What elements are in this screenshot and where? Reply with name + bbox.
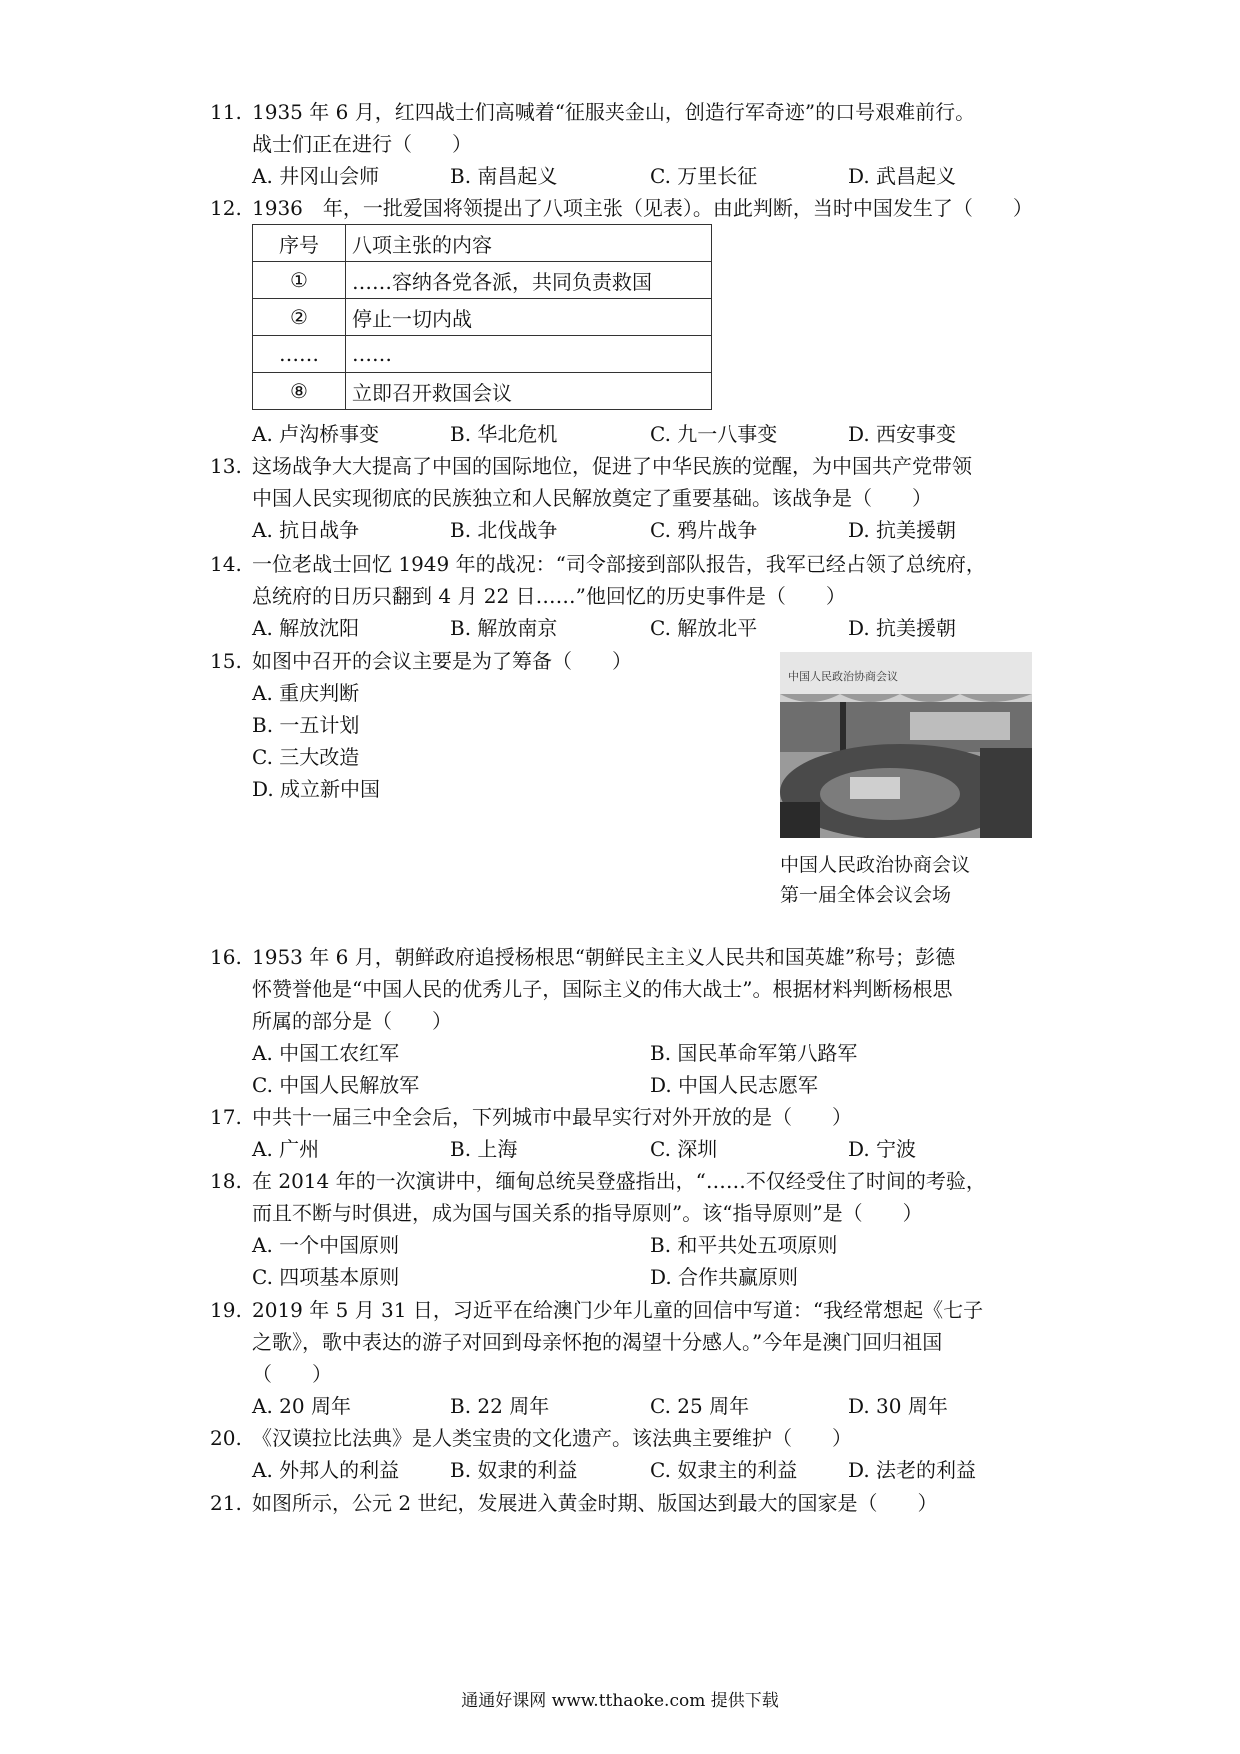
- option-a: A. 一个中国原则: [252, 1233, 400, 1257]
- question-number: 21.: [210, 1491, 242, 1515]
- table-row: [253, 262, 712, 299]
- option-b: B. 上海: [450, 1137, 518, 1161]
- option-c: C. 解放北平: [650, 616, 758, 640]
- question-stem: 所属的部分是（ ）: [252, 1009, 452, 1033]
- option-d: D. 武昌起义: [848, 164, 957, 188]
- option-a: A. 解放沈阳: [252, 616, 360, 640]
- table-cell: 停止一切内战: [346, 299, 712, 336]
- conference-hall-photo: [780, 652, 1032, 838]
- question-number: 12.: [210, 196, 242, 220]
- question-12-options: [210, 418, 1040, 450]
- table-cell: ②: [253, 299, 346, 336]
- photo-caption-line: 第一届全体会议会场: [780, 884, 952, 906]
- option-b: B. 华北危机: [450, 422, 558, 446]
- question-stem: 总统府的日历只翻到 4 月 22 日……”他回忆的历史事件是（ ）: [252, 584, 846, 608]
- question-number: 14.: [210, 552, 242, 576]
- question-stem: 1953 年 6 月，朝鲜政府追授杨根思“朝鲜民主主义人民共和国英雄”称号；彭德: [252, 945, 956, 969]
- question-stem: 这场战争大大提高了中国的国际地位，促进了中华民族的觉醒，为中国共产党带领: [252, 454, 972, 478]
- table-row: [253, 336, 712, 373]
- photo-banner-text: 中国人民政治协商会议: [788, 670, 898, 683]
- question-18: [210, 1165, 1040, 1293]
- option-d: D. 抗美援朝: [848, 518, 957, 542]
- option-d: D. 合作共赢原则: [650, 1265, 799, 1289]
- table-header-cell: 序号: [253, 225, 346, 262]
- question-19: [210, 1294, 1040, 1422]
- question-stem: 之歌》，歌中表达的游子对回到母亲怀抱的渴望十分感人。”今年是澳门回归祖国: [252, 1330, 943, 1354]
- question-stem: 中共十一届三中全会后，下列城市中最早实行对外开放的是（ ）: [252, 1105, 852, 1129]
- question-stem: 在 2014 年的一次演讲中，缅甸总统吴登盛指出，“……不仅经受住了时间的考验，: [252, 1169, 986, 1193]
- table-cell: ①: [253, 262, 346, 299]
- option-c: C. 四项基本原则: [252, 1265, 400, 1289]
- option-b: B. 22 周年: [450, 1394, 550, 1418]
- question-20: [210, 1422, 1040, 1486]
- table-cell: ……: [346, 336, 712, 373]
- table-row: [253, 373, 712, 410]
- question-number: 17.: [210, 1105, 242, 1129]
- question-stem: 中国人民实现彻底的民族独立和人民解放奠定了重要基础。该战争是（ ）: [252, 486, 932, 510]
- option-a: A. 井冈山会师: [252, 164, 380, 188]
- option-b: B. 北伐战争: [450, 518, 558, 542]
- question-17: [210, 1101, 1040, 1165]
- question-11: [210, 96, 1040, 192]
- option-a: A. 20 周年: [252, 1394, 351, 1418]
- option-b: B. 解放南京: [450, 616, 558, 640]
- question-stem: 1935 年 6 月，红四战士们高喊着“征服夹金山，创造行军奇迹”的口号艰难前行。: [252, 100, 976, 124]
- option-b: B. 国民革命军第八路军: [650, 1041, 858, 1065]
- option-d: D. 宁波: [848, 1137, 917, 1161]
- question-stem: 如图中召开的会议主要是为了筹备（ ）: [252, 649, 632, 673]
- question-number: 19.: [210, 1298, 242, 1322]
- page-footer: 通通好课网 www.tthaoke.com 提供下载: [461, 1691, 779, 1711]
- option-b: B. 南昌起义: [450, 164, 558, 188]
- option-d: D. 西安事变: [848, 422, 957, 446]
- question-12: [210, 192, 1040, 224]
- question-16: [210, 941, 1040, 1101]
- question-stem: 如图所示，公元 2 世纪，发展进入黄金时期、版国达到最大的国家是（ ）: [252, 1491, 938, 1515]
- question-number: 20.: [210, 1426, 242, 1450]
- question-21: [210, 1487, 1040, 1519]
- option-a: A. 抗日战争: [252, 518, 360, 542]
- table-row: [253, 299, 712, 336]
- option-b: B. 奴隶的利益: [450, 1458, 578, 1482]
- option-c: C. 三大改造: [252, 745, 360, 769]
- question-stem: 怀赞誉他是“中国人民的优秀儿子，国际主义的伟大战士”。根据材料判断杨根思: [252, 977, 953, 1001]
- option-c: C. 深圳: [650, 1137, 718, 1161]
- conference-hall-illustration: [780, 652, 1032, 838]
- question-stem: 《汉谟拉比法典》是人类宝贵的文化遗产。该法典主要维护（ ）: [252, 1426, 852, 1450]
- option-a: A. 外邦人的利益: [252, 1458, 400, 1482]
- question-stem: 2019 年 5 月 31 日，习近平在给澳门少年儿童的回信中写道：“我经常想起《七子: [252, 1298, 984, 1322]
- question-number: 13.: [210, 454, 242, 478]
- question-stem: 而且不断与时俱进，成为国与国关系的指导原则”。该“指导原则”是（ ）: [252, 1201, 923, 1225]
- question-number: 15.: [210, 649, 242, 673]
- option-d: D. 抗美援朝: [848, 616, 957, 640]
- table-cell: ……: [253, 336, 346, 373]
- option-c: C. 万里长征: [650, 164, 758, 188]
- option-c: C. 中国人民解放军: [252, 1073, 420, 1097]
- question-number: 18.: [210, 1169, 242, 1193]
- option-d: D. 法老的利益: [848, 1458, 977, 1482]
- photo-caption: [780, 850, 1040, 910]
- question-stem: 1936 年，一批爱国将领提出了八项主张（见表）。由此判断，当时中国发生了（ ）: [252, 196, 1033, 220]
- option-a: A. 广州: [252, 1137, 320, 1161]
- option-a: A. 重庆判断: [252, 681, 360, 705]
- option-a: A. 中国工农红军: [252, 1041, 400, 1065]
- option-b: B. 和平共处五项原则: [650, 1233, 838, 1257]
- proposals-table: [252, 224, 712, 410]
- table-header-cell: 八项主张的内容: [346, 225, 712, 262]
- question-stem: 战士们正在进行（ ）: [252, 132, 472, 156]
- question-stem: （ ）: [252, 1362, 332, 1386]
- option-c: C. 九一八事变: [650, 422, 778, 446]
- option-c: C. 25 周年: [650, 1394, 750, 1418]
- option-c: C. 鸦片战争: [650, 518, 758, 542]
- question-stem: 一位老战士回忆 1949 年的战况：“司令部接到部队报告，我军已经占领了总统府，: [252, 552, 986, 576]
- question-number: 11.: [210, 100, 242, 124]
- option-c: C. 奴隶主的利益: [650, 1458, 798, 1482]
- table-row: [253, 225, 712, 262]
- option-a: A. 卢沟桥事变: [252, 422, 380, 446]
- table-cell: ……容纳各党各派，共同负责救国: [346, 262, 712, 299]
- option-d: D. 中国人民志愿军: [650, 1073, 819, 1097]
- question-13: [210, 450, 1040, 546]
- photo-caption-line: 中国人民政治协商会议: [780, 854, 971, 876]
- option-d: D. 30 周年: [848, 1394, 948, 1418]
- option-b: B. 一五计划: [252, 713, 360, 737]
- question-14: [210, 548, 1040, 644]
- table-cell: ⑧: [253, 373, 346, 410]
- table-cell: 立即召开救国会议: [346, 373, 712, 410]
- question-number: 16.: [210, 945, 242, 969]
- option-d: D. 成立新中国: [252, 777, 381, 801]
